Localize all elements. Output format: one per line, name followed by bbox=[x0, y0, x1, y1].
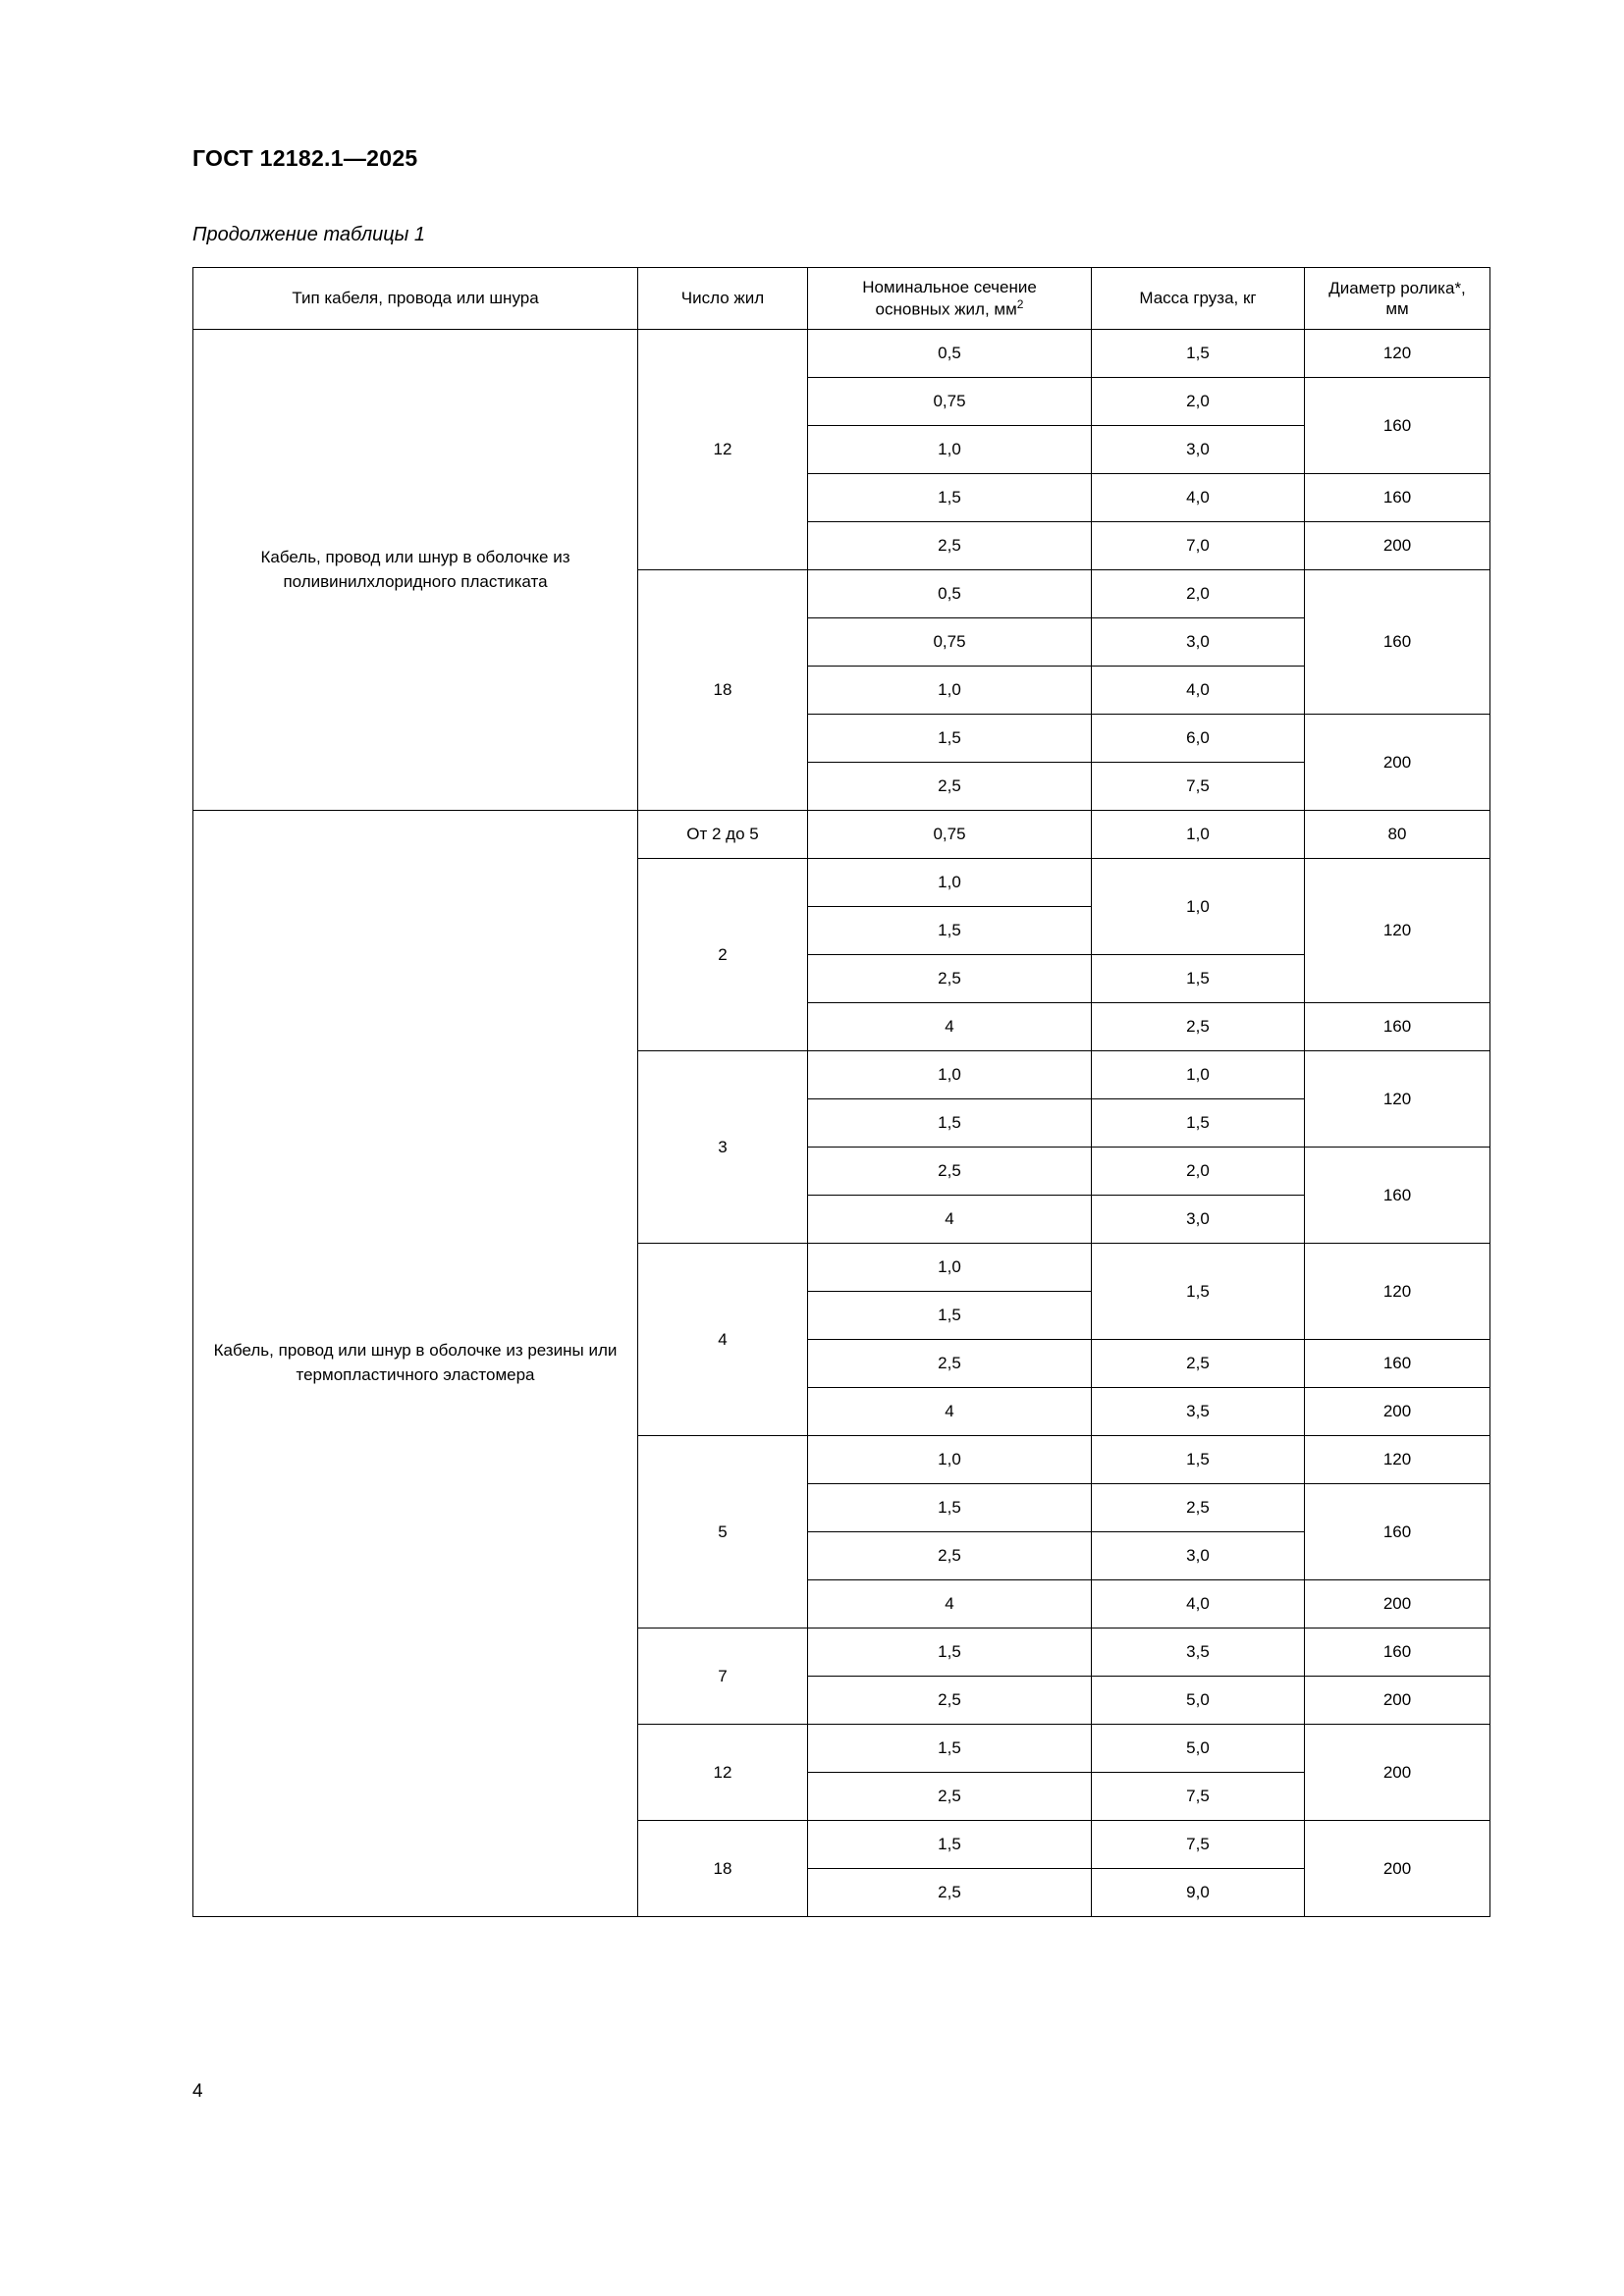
cell-load-mass: 4,0 bbox=[1092, 1580, 1305, 1629]
cell-roller-diameter: 200 bbox=[1305, 522, 1490, 570]
column-header-roller bbox=[1305, 268, 1490, 330]
cell-roller-diameter: 160 bbox=[1305, 474, 1490, 522]
cell-roller-diameter: 120 bbox=[1305, 1051, 1490, 1148]
cell-cable-type: Кабель, провод или шнур в оболочке из резины или термопластичного эластомера bbox=[193, 811, 638, 1917]
cell-nominal-section: 2,5 bbox=[808, 763, 1092, 811]
cell-load-mass: 2,0 bbox=[1092, 570, 1305, 618]
cell-roller-diameter: 120 bbox=[1305, 859, 1490, 1003]
cell-roller-diameter: 160 bbox=[1305, 1484, 1490, 1580]
cell-load-mass: 2,0 bbox=[1092, 378, 1305, 426]
table-body bbox=[193, 330, 1490, 1917]
cell-core-count: 3 bbox=[638, 1051, 808, 1244]
cell-nominal-section: 2,5 bbox=[808, 522, 1092, 570]
cell-roller-diameter: 200 bbox=[1305, 1725, 1490, 1821]
cell-load-mass: 2,0 bbox=[1092, 1148, 1305, 1196]
page-number: 4 bbox=[192, 2081, 203, 2102]
cell-roller-diameter: 200 bbox=[1305, 1580, 1490, 1629]
cell-load-mass: 4,0 bbox=[1092, 667, 1305, 715]
cell-load-mass: 6,0 bbox=[1092, 715, 1305, 763]
cell-nominal-section: 2,5 bbox=[808, 1677, 1092, 1725]
cell-roller-diameter: 120 bbox=[1305, 330, 1490, 378]
column-header-count: Число жил bbox=[638, 268, 808, 330]
cell-roller-diameter: 200 bbox=[1305, 1821, 1490, 1917]
cell-load-mass: 1,5 bbox=[1092, 955, 1305, 1003]
cell-nominal-section: 4 bbox=[808, 1196, 1092, 1244]
cell-load-mass: 3,0 bbox=[1092, 1532, 1305, 1580]
cell-nominal-section: 0,75 bbox=[808, 378, 1092, 426]
cell-nominal-section: 2,5 bbox=[808, 1869, 1092, 1917]
cell-nominal-section: 2,5 bbox=[808, 955, 1092, 1003]
cell-load-mass: 2,5 bbox=[1092, 1340, 1305, 1388]
cell-core-count: 12 bbox=[638, 330, 808, 570]
cell-core-count: 5 bbox=[638, 1436, 808, 1629]
cell-roller-diameter: 120 bbox=[1305, 1244, 1490, 1340]
cell-load-mass: 9,0 bbox=[1092, 1869, 1305, 1917]
cell-load-mass: 3,0 bbox=[1092, 618, 1305, 667]
cell-nominal-section: 1,0 bbox=[808, 426, 1092, 474]
cell-nominal-section: 2,5 bbox=[808, 1148, 1092, 1196]
cell-load-mass: 1,0 bbox=[1092, 859, 1305, 955]
cell-nominal-section: 1,0 bbox=[808, 859, 1092, 907]
cell-cable-type: Кабель, провод или шнур в оболочке из поливинилхлоридного пластиката bbox=[193, 330, 638, 811]
cell-roller-diameter: 160 bbox=[1305, 570, 1490, 715]
table-header-row bbox=[193, 268, 1490, 330]
page-title: ГОСТ 12182.1—2025 bbox=[192, 145, 418, 171]
cell-roller-diameter: 200 bbox=[1305, 1388, 1490, 1436]
cell-nominal-section: 1,5 bbox=[808, 1725, 1092, 1773]
column-header-section-line2: основных жил, мм bbox=[875, 299, 1017, 319]
cell-load-mass: 1,5 bbox=[1092, 1099, 1305, 1148]
column-header-section-sup: 2 bbox=[1016, 297, 1024, 312]
column-header-roller-line2: мм bbox=[1385, 299, 1409, 318]
cell-load-mass: 7,0 bbox=[1092, 522, 1305, 570]
cell-roller-diameter: 160 bbox=[1305, 378, 1490, 474]
column-header-roller-line1: Диаметр ролика*, bbox=[1328, 278, 1466, 297]
cell-load-mass: 2,5 bbox=[1092, 1484, 1305, 1532]
table-header bbox=[193, 268, 1490, 330]
cell-load-mass: 5,0 bbox=[1092, 1725, 1305, 1773]
cell-nominal-section: 0,75 bbox=[808, 618, 1092, 667]
cell-nominal-section: 4 bbox=[808, 1580, 1092, 1629]
cell-nominal-section: 1,5 bbox=[808, 474, 1092, 522]
cell-load-mass: 2,5 bbox=[1092, 1003, 1305, 1051]
cell-load-mass: 5,0 bbox=[1092, 1677, 1305, 1725]
cell-nominal-section: 4 bbox=[808, 1388, 1092, 1436]
cell-load-mass: 3,0 bbox=[1092, 426, 1305, 474]
cell-load-mass: 1,0 bbox=[1092, 811, 1305, 859]
cell-core-count: 18 bbox=[638, 570, 808, 811]
cell-core-count: 2 bbox=[638, 859, 808, 1051]
cell-roller-diameter: 160 bbox=[1305, 1003, 1490, 1051]
cell-nominal-section: 1,0 bbox=[808, 667, 1092, 715]
cell-nominal-section: 4 bbox=[808, 1003, 1092, 1051]
cell-load-mass: 4,0 bbox=[1092, 474, 1305, 522]
cell-nominal-section: 1,5 bbox=[808, 907, 1092, 955]
cell-nominal-section: 0,75 bbox=[808, 811, 1092, 859]
table-row bbox=[193, 330, 1490, 378]
cell-load-mass: 7,5 bbox=[1092, 1773, 1305, 1821]
table-caption: Продолжение таблицы 1 bbox=[192, 224, 426, 245]
cell-load-mass: 3,0 bbox=[1092, 1196, 1305, 1244]
cell-core-count: От 2 до 5 bbox=[638, 811, 808, 859]
cell-nominal-section: 0,5 bbox=[808, 570, 1092, 618]
column-header-section bbox=[808, 268, 1092, 330]
cell-load-mass: 3,5 bbox=[1092, 1629, 1305, 1677]
cell-nominal-section: 2,5 bbox=[808, 1340, 1092, 1388]
cell-nominal-section: 1,5 bbox=[808, 1629, 1092, 1677]
cell-nominal-section: 0,5 bbox=[808, 330, 1092, 378]
column-header-mass: Масса груза, кг bbox=[1092, 268, 1305, 330]
cell-roller-diameter: 200 bbox=[1305, 715, 1490, 811]
cell-roller-diameter: 200 bbox=[1305, 1677, 1490, 1725]
table-row bbox=[193, 811, 1490, 859]
cell-load-mass: 1,5 bbox=[1092, 1244, 1305, 1340]
cell-core-count: 4 bbox=[638, 1244, 808, 1436]
data-table bbox=[192, 267, 1490, 1917]
column-header-type: Тип кабеля, провода или шнура bbox=[193, 268, 638, 330]
cell-nominal-section: 1,5 bbox=[808, 1821, 1092, 1869]
cell-roller-diameter: 160 bbox=[1305, 1340, 1490, 1388]
cell-core-count: 18 bbox=[638, 1821, 808, 1917]
cell-nominal-section: 1,5 bbox=[808, 1099, 1092, 1148]
cell-roller-diameter: 160 bbox=[1305, 1629, 1490, 1677]
cell-load-mass: 3,5 bbox=[1092, 1388, 1305, 1436]
cell-load-mass: 7,5 bbox=[1092, 1821, 1305, 1869]
cell-nominal-section: 1,0 bbox=[808, 1244, 1092, 1292]
cell-roller-diameter: 160 bbox=[1305, 1148, 1490, 1244]
column-header-section-line1: Номинальное сечение bbox=[862, 277, 1037, 296]
cell-nominal-section: 1,0 bbox=[808, 1051, 1092, 1099]
cell-load-mass: 1,5 bbox=[1092, 330, 1305, 378]
cell-roller-diameter: 80 bbox=[1305, 811, 1490, 859]
cell-nominal-section: 1,0 bbox=[808, 1436, 1092, 1484]
cell-load-mass: 7,5 bbox=[1092, 763, 1305, 811]
cell-nominal-section: 1,5 bbox=[808, 1292, 1092, 1340]
cell-load-mass: 1,0 bbox=[1092, 1051, 1305, 1099]
cell-load-mass: 1,5 bbox=[1092, 1436, 1305, 1484]
cell-nominal-section: 1,5 bbox=[808, 1484, 1092, 1532]
cell-nominal-section: 1,5 bbox=[808, 715, 1092, 763]
cell-core-count: 12 bbox=[638, 1725, 808, 1821]
cell-core-count: 7 bbox=[638, 1629, 808, 1725]
cell-nominal-section: 2,5 bbox=[808, 1773, 1092, 1821]
cell-nominal-section: 2,5 bbox=[808, 1532, 1092, 1580]
cell-roller-diameter: 120 bbox=[1305, 1436, 1490, 1484]
